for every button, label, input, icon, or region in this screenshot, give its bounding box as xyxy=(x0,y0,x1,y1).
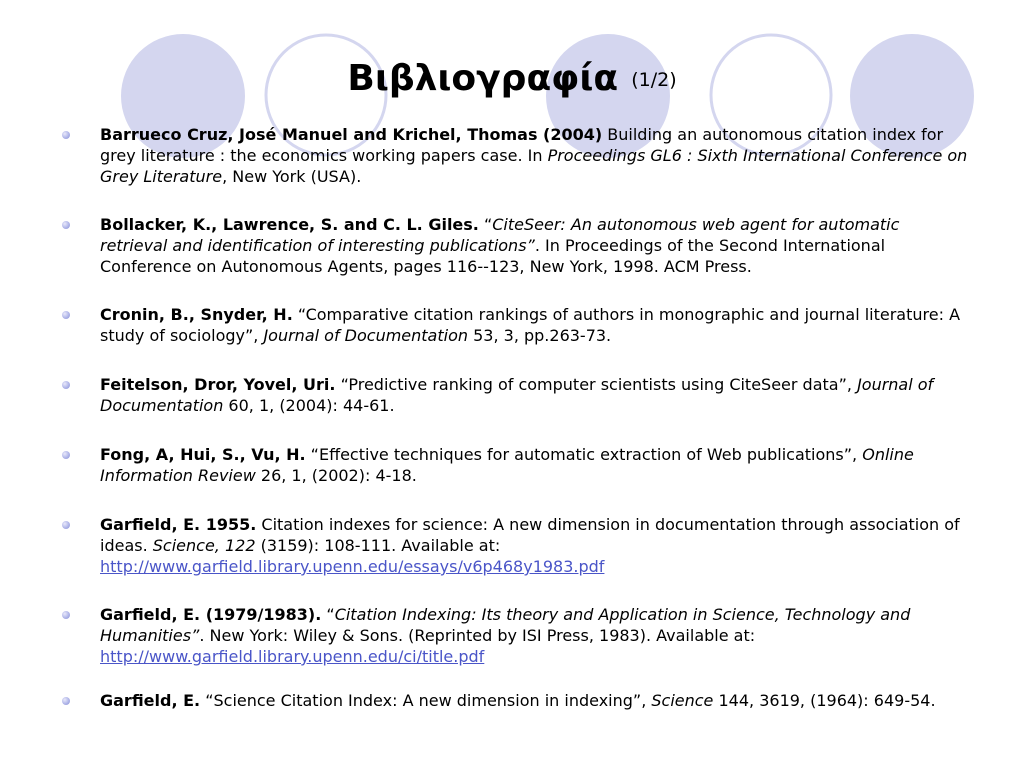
reference-authors: Garfield, E. xyxy=(100,691,201,710)
title-text: Βιβλιογραφία xyxy=(347,58,619,99)
bullet-icon xyxy=(62,451,70,459)
reference-body-text: “Predictive ranking of computer scientists using CiteSeer data”, xyxy=(335,375,858,394)
reference-italic-text: Journal of Documentation xyxy=(263,326,469,345)
slide-title xyxy=(0,58,1024,99)
reference-italic-text: Journal of Documentation xyxy=(100,375,934,415)
bullet-icon xyxy=(62,611,70,619)
reference-body-text: 144, 3619, (1964): 649-54. xyxy=(713,691,936,710)
reference-link[interactable]: http://www.garfield.library.upenn.edu/essays/v6p468y1983.pdf xyxy=(100,557,605,576)
reference-authors: Barrueco Cruz, José Manuel and Krichel, Thomas (2004) xyxy=(100,125,603,144)
reference-italic-text: Proceedings GL6 : Sixth International Conference on Grey Literature xyxy=(100,146,968,186)
bullet-icon xyxy=(62,697,70,705)
reference-body-text: “Comparative citation rankings of authors in monographic and journal literature: A study of sociology”, xyxy=(100,305,961,345)
reference-text xyxy=(100,124,970,187)
reference-body-text: . New York: Wiley & Sons. (Reprinted by ISI Press, 1983). Available at: xyxy=(199,626,756,645)
reference-text xyxy=(100,514,970,577)
bullet-icon xyxy=(62,311,70,319)
reference-body-text: “ xyxy=(321,605,335,624)
reference-italic-text: CiteSeer: An autonomous web agent for automatic retrieval and identification of interesting publications” xyxy=(100,215,900,255)
reference-authors: Garfield, E. 1955. xyxy=(100,515,257,534)
reference-link[interactable]: http://www.garfield.library.upenn.edu/ci/title.pdf xyxy=(100,647,485,666)
reference-italic-text: Online Information Review xyxy=(100,445,914,485)
reference-body-text: 60, 1, (2004): 44-61. xyxy=(223,396,395,415)
reference-authors: Cronin, B., Snyder, H. xyxy=(100,305,293,324)
reference-body-text: “ xyxy=(478,215,493,234)
reference-body-text: . In Proceedings of the Second International Conference on Autonomous Agents, pages 116--123, New York, 1998. ACM Press. xyxy=(100,236,886,276)
reference-authors: Feitelson, Dror, Yovel, Uri. xyxy=(100,375,336,394)
reference-body-text: (3159): 108-111. Available at: xyxy=(255,536,501,555)
reference-body-text: “Science Citation Index: A new dimension in indexing”, xyxy=(200,691,652,710)
reference-authors: Bollacker, K., Lawrence, S. and C. L. Giles. xyxy=(100,215,479,234)
reference-text xyxy=(100,604,970,667)
reference-body-text: , New York (USA). xyxy=(222,167,362,186)
reference-body-text: Citation indexes for science: A new dimension in documentation through association of ideas. xyxy=(100,515,960,555)
reference-body-text: 26, 1, (2002): 4-18. xyxy=(255,466,417,485)
page-indicator: (1/2) xyxy=(631,69,677,91)
bullet-icon xyxy=(62,381,70,389)
reference-authors: Fong, A, Hui, S., Vu, H. xyxy=(100,445,306,464)
reference-authors: Garfield, E. (1979/1983). xyxy=(100,605,322,624)
bullet-icon xyxy=(62,131,70,139)
reference-body-text: Building an autonomous citation index for grey literature : the economics working papers case. In xyxy=(100,125,944,165)
reference-text xyxy=(100,374,970,416)
bullet-icon xyxy=(62,221,70,229)
reference-text xyxy=(100,214,970,277)
reference-text xyxy=(100,444,970,486)
reference-italic-text: Citation Indexing: Its theory and Application in Science, Technology and Humanities” xyxy=(100,605,911,645)
reference-text xyxy=(100,690,970,711)
reference-text xyxy=(100,304,970,346)
bullet-icon xyxy=(62,521,70,529)
reference-body-text: “Effective techniques for automatic extraction of Web publications”, xyxy=(305,445,863,464)
reference-italic-text: Science xyxy=(651,691,714,710)
reference-body-text: 53, 3, pp.263-73. xyxy=(468,326,612,345)
reference-italic-text: Science, 122 xyxy=(152,536,256,555)
